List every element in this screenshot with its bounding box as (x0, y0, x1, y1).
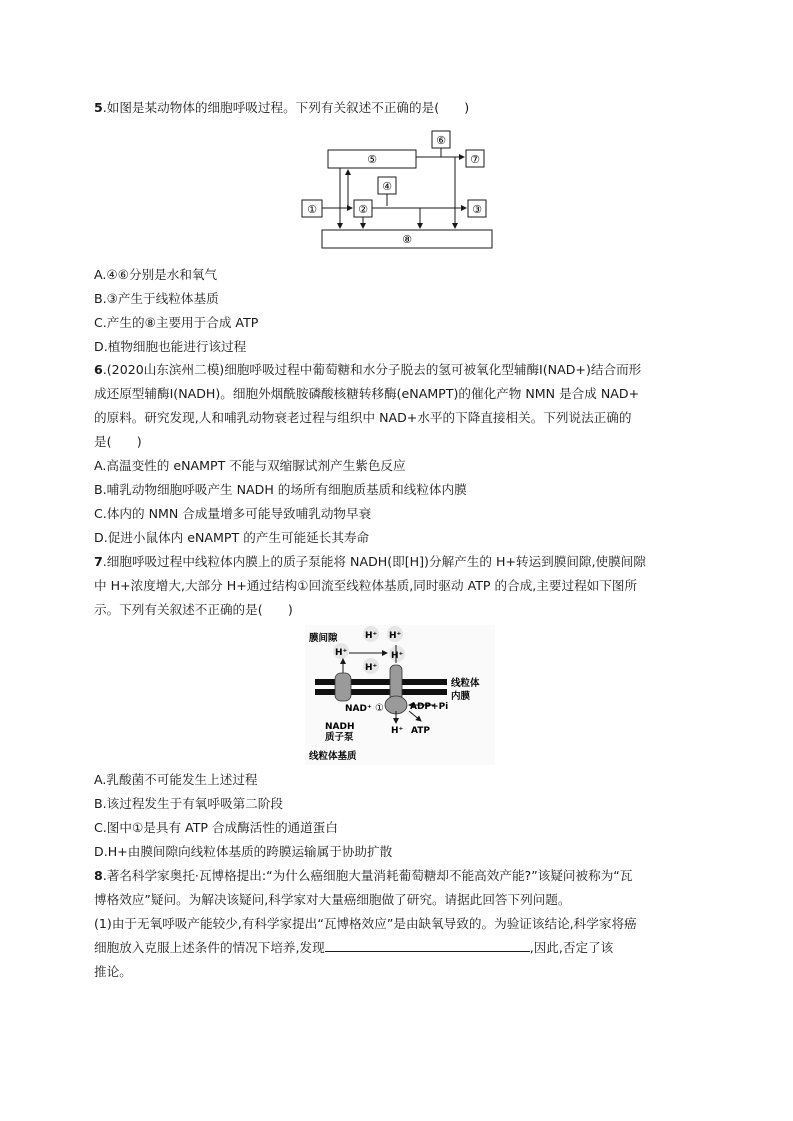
box-7-label: ⑦ (470, 153, 480, 166)
box-3-label: ③ (472, 203, 482, 216)
q6-stem-line-4: 是( ) (94, 434, 142, 449)
q6-stem-line-2: 成还原型辅酶Ⅰ(NADH)。细胞外烟酰胺磷酸核糖转移酶(eNAMPT)的催化产物 NMN 是合成 NAD+ (94, 386, 640, 401)
q7-number: 7 (94, 554, 103, 569)
q6-option-c: C.体内的 NMN 合成量增多可能导致哺乳动物早衰 (94, 506, 372, 521)
q7-stem-line-2: 中 H+浓度增大,大部分 H+通过结构①回流至线粒体基质,同时驱动 ATP 的合成,主要过程如下图所 (94, 578, 638, 593)
proton-pump (335, 673, 351, 701)
q8-stem-line-2: 博格效应”疑问。为解决该疑问,科学家对大量癌细胞做了研究。请据此回答下列问题。 (94, 892, 571, 907)
answer-blank[interactable] (325, 937, 530, 952)
box-5-label: ⑤ (367, 153, 377, 166)
box-1-label: ① (307, 203, 317, 216)
h-plus-matrix: H⁺ (391, 726, 404, 736)
q5-stem (94, 97, 469, 119)
box-8-label: ⑧ (402, 233, 412, 246)
q6-number: 6 (94, 362, 103, 377)
q5-respiration-diagram (300, 128, 500, 253)
q6-stem-text-1: .(2020山东滨州二模)细胞呼吸过程中葡萄糖和水分子脱去的氢可被氧化型辅酶Ⅰ(NAD+)结合而形 (102, 362, 642, 377)
atp-synthase-channel (390, 665, 402, 701)
q5-option-c: C.产生的⑧主要用于合成 ATP (94, 315, 259, 330)
q8-line4-post: ,因此,否定了该 (529, 940, 614, 955)
matrix-label: 线粒体基质 (309, 751, 357, 762)
membrane-label-1: 线粒体 (451, 678, 480, 689)
q5-number: 5 (94, 100, 103, 115)
q8-stem-line-4 (94, 937, 613, 959)
q5-stem-text: .如图是某动物体的细胞呼吸过程。下列有关叙述不正确的是( ) (102, 100, 470, 115)
label-intermembrane: 膜间隙 (309, 633, 338, 644)
box-6-label: ⑥ (436, 134, 446, 147)
nad-label: NAD⁺ (345, 704, 372, 714)
q8-stem-line-3: (1)由于无氧呼吸产能较少,有科学家提出“瓦博格效应”是由缺氧导致的。为验证该结论,科学家将癌 (94, 916, 637, 931)
q6-option-a: A.高温变性的 eNAMPT 不能与双缩脲试剂产生紫色反应 (94, 458, 406, 473)
q6-stem-line-3: 的原料。研究发现,人和哺乳动物衰老过程与组织中 NAD+水平的下降直接相关。下列说法正确的 (94, 410, 632, 425)
q7-option-c: C.图中①是具有 ATP 合成酶活性的通道蛋白 (94, 820, 338, 835)
q6-option-b: B.哺乳动物细胞呼吸产生 NADH 的场所有细胞质基质和线粒体内膜 (94, 482, 467, 497)
h-plus-3: H⁺ (335, 648, 348, 658)
q7-stem-text-1: .细胞呼吸过程中线粒体内膜上的质子泵能将 NADH(即[H])分解产生的 H+转运到膜间隙,使膜间隙 (102, 554, 646, 569)
pump-label: 质子泵 (325, 732, 354, 743)
box-4-label: ④ (382, 180, 392, 193)
q8-stem-line-1 (94, 865, 632, 887)
membrane-label-2: 内膜 (451, 691, 471, 702)
q8-stem-text-1: .著名科学家奥托·瓦博格提出:“为什么癌细胞大量消耗葡萄糖却不能高效产能?”该疑问被称为“瓦 (102, 868, 633, 883)
nadh-label: NADH (325, 722, 355, 732)
q7-option-d: D.H+由膜间隙向线粒体基质的跨膜运输属于协助扩散 (94, 844, 393, 859)
q7-stem-line-3: 示。下列有关叙述不正确的是( ) (94, 602, 293, 617)
q5-option-d: D.植物细胞也能进行该过程 (94, 339, 247, 354)
circle-1-label: ① (375, 703, 384, 714)
q7-option-b: B.该过程发生于有氧呼吸第二阶段 (94, 796, 283, 811)
adp-label: ADP+Pi (410, 702, 449, 712)
q5-option-a: A.④⑥分别是水和氧气 (94, 267, 218, 282)
h-plus-2: H⁺ (389, 631, 402, 641)
q7-proton-pump-figure (305, 625, 495, 765)
q6-stem-line-1 (94, 359, 641, 381)
q8-stem-line-5: 推论。 (94, 964, 132, 979)
box-2-label: ② (358, 203, 368, 216)
h-plus-5: H⁺ (365, 663, 378, 673)
atp-label: ATP (411, 726, 431, 736)
q8-line4-pre: 细胞放入克服上述条件的情况下培养,发现 (94, 940, 325, 955)
q8-number: 8 (94, 868, 103, 883)
q5-option-b: B.③产生于线粒体基质 (94, 291, 219, 306)
h-plus-1: H⁺ (365, 631, 378, 641)
q7-option-a: A.乳酸菌不可能发生上述过程 (94, 772, 258, 787)
q6-option-d: D.促进小鼠体内 eNAMPT 的产生可能延长其寿命 (94, 530, 370, 545)
q7-stem-line-1 (94, 551, 646, 573)
h-plus-4: H⁺ (391, 651, 404, 661)
